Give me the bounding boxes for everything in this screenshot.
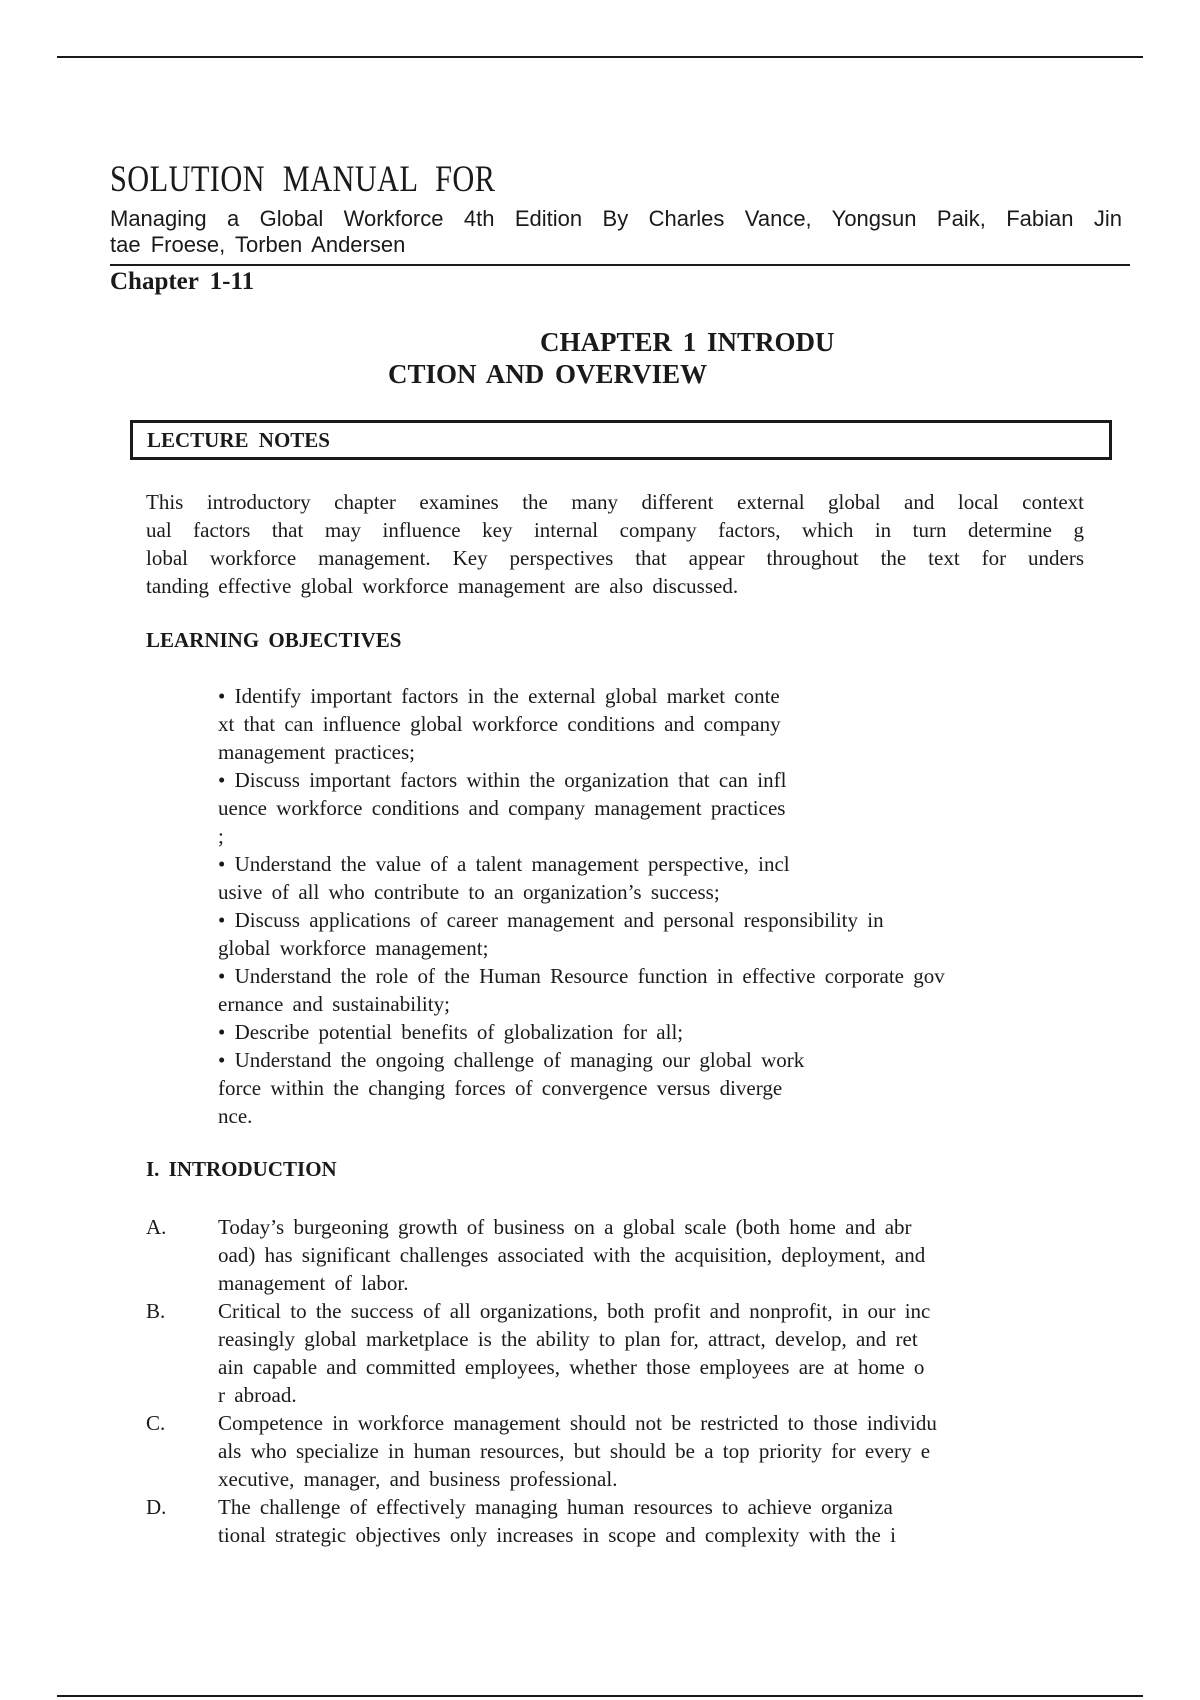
item-line: The challenge of effectively managing human resources to achieve organiza bbox=[218, 1495, 893, 1519]
objective-line: global workforce management; bbox=[218, 936, 489, 960]
objective-line: force within the changing forces of convergence versus diverge bbox=[218, 1076, 783, 1100]
subtitle-rule bbox=[110, 264, 1130, 266]
item-line: oad) has significant challenges associated with the acquisition, deployment, and bbox=[218, 1243, 926, 1267]
item-line: Competence in workforce management should not be restricted to those individu bbox=[218, 1411, 937, 1435]
item-line: xecutive, manager, and business professional. bbox=[218, 1467, 618, 1491]
paragraph-line: lobal workforce management. Key perspectives that appear throughout the text for unders bbox=[146, 546, 1084, 570]
document-subtitle bbox=[110, 206, 1122, 258]
paragraph-line: tanding effective global workforce management are also discussed. bbox=[146, 574, 739, 598]
objective-line: nce. bbox=[218, 1104, 253, 1128]
objective-line: • Identify important factors in the external global market conte bbox=[218, 684, 780, 708]
item-letter: C. bbox=[146, 1411, 166, 1435]
objective-line: management practices; bbox=[218, 740, 415, 764]
chapter-heading-line: CTION AND OVERVIEW bbox=[388, 359, 708, 389]
item-line: ain capable and committed employees, whether those employees are at home o bbox=[218, 1355, 925, 1379]
paragraph-line: ual factors that may influence key internal company factors, which in turn determine g bbox=[146, 518, 1084, 542]
item-letter: D. bbox=[146, 1495, 167, 1519]
objective-line: uence workforce conditions and company management practices bbox=[218, 796, 786, 820]
subtitle-line: Managing a Global Workforce 4th Edition By Charles Vance, Yongsun Paik, Fabian Jin bbox=[110, 206, 1122, 231]
lecture-notes-label: LECTURE NOTES bbox=[147, 428, 330, 452]
chapter-heading-line: CHAPTER 1 INTRODU bbox=[540, 327, 835, 357]
objective-line: • Understand the role of the Human Resource function in effective corporate gov bbox=[218, 964, 945, 988]
item-line: reasingly global marketplace is the ability to plan for, attract, develop, and ret bbox=[218, 1327, 918, 1351]
introduction-item bbox=[146, 1493, 1076, 1549]
lecture-notes-box bbox=[130, 420, 1112, 460]
document-title: SOLUTION MANUAL FOR bbox=[110, 159, 496, 200]
objective-line: • Describe potential benefits of globalization for all; bbox=[218, 1020, 684, 1044]
item-letter: A. bbox=[146, 1215, 167, 1239]
item-line: als who specialize in human resources, but should be a top priority for every e bbox=[218, 1439, 931, 1463]
objective-line: ernance and sustainability; bbox=[218, 992, 450, 1016]
learning-objectives-heading: LEARNING OBJECTIVES bbox=[146, 628, 402, 652]
lecture-notes-paragraph bbox=[146, 488, 1084, 600]
introduction-list bbox=[146, 1213, 1076, 1549]
chapter-range: Chapter 1-11 bbox=[110, 268, 255, 295]
objective-line: xt that can influence global workforce conditions and company bbox=[218, 712, 781, 736]
introduction-heading: I. INTRODUCTION bbox=[146, 1157, 337, 1181]
objective-line: • Discuss applications of career management and personal responsibility in bbox=[218, 908, 884, 932]
item-line: Today’s burgeoning growth of business on a global scale (both home and abr bbox=[218, 1215, 912, 1239]
subtitle-line: tae Froese, Torben Andersen bbox=[110, 232, 406, 257]
item-letter: B. bbox=[146, 1299, 166, 1323]
introduction-item bbox=[146, 1213, 1076, 1297]
objective-line: • Discuss important factors within the organization that can infl bbox=[218, 768, 787, 792]
item-line: management of labor. bbox=[218, 1271, 409, 1295]
item-line: r abroad. bbox=[218, 1383, 297, 1407]
introduction-item bbox=[146, 1409, 1076, 1493]
introduction-item bbox=[146, 1297, 1076, 1409]
item-line: tional strategic objectives only increases in scope and complexity with the i bbox=[218, 1523, 896, 1547]
objective-line: ; bbox=[218, 824, 224, 848]
top-rule bbox=[57, 56, 1143, 58]
objective-line: • Understand the value of a talent management perspective, incl bbox=[218, 852, 790, 876]
bottom-rule bbox=[57, 1695, 1143, 1697]
paragraph-line: This introductory chapter examines the many different external global and local context bbox=[146, 490, 1084, 514]
objective-line: • Understand the ongoing challenge of managing our global work bbox=[218, 1048, 805, 1072]
learning-objectives-list bbox=[218, 682, 1088, 1130]
item-line: Critical to the success of all organizations, both profit and nonprofit, in our inc bbox=[218, 1299, 931, 1323]
objective-line: usive of all who contribute to an organization’s success; bbox=[218, 880, 720, 904]
